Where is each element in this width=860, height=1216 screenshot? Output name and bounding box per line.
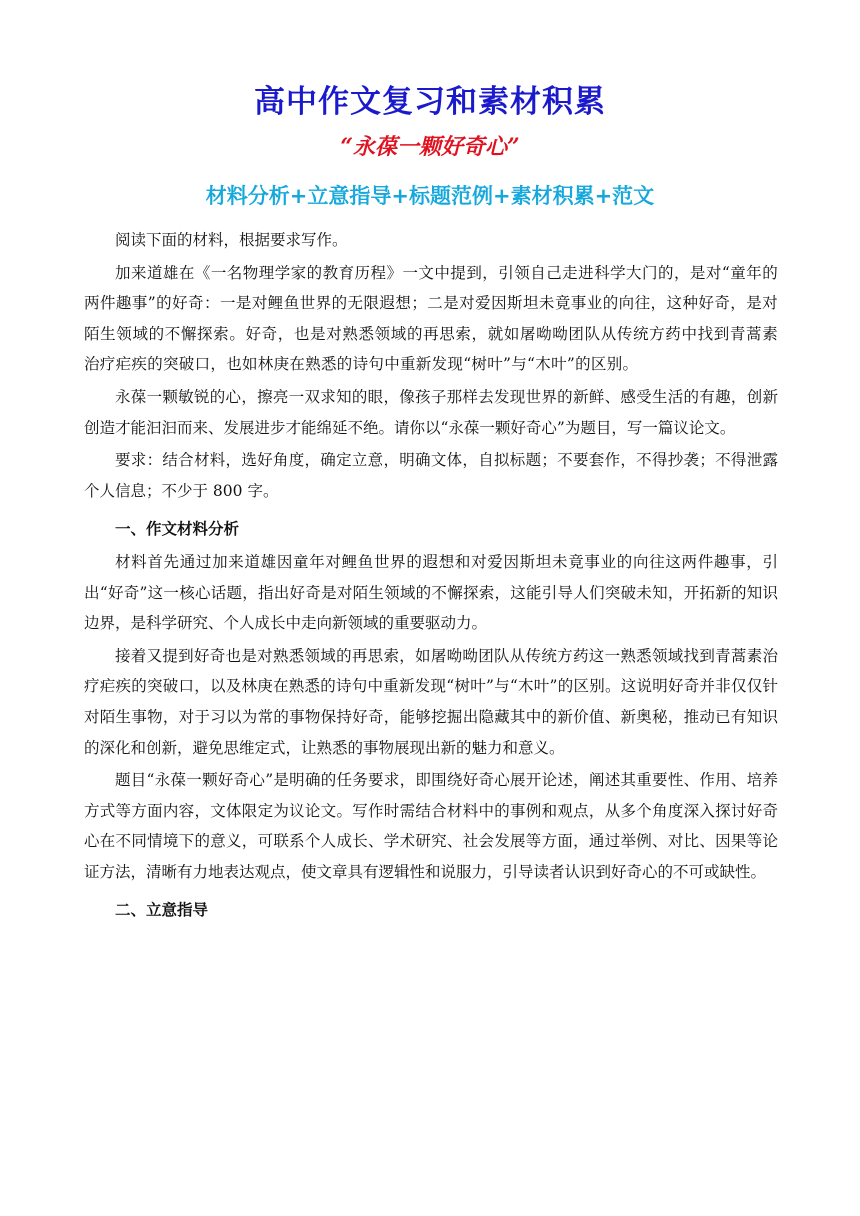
section-banner: 材料分析+立意指导+标题范例+素材积累+范文 [205, 184, 655, 208]
prompt-paragraph: 永葆一颗敏锐的心，擦亮一双求知的眼，像孩子那样去发现世界的新鲜、感受生活的有趣，创新创造才能汩汩而来、发展进步才能绵延不绝。请你以“永葆一颗好奇心”为题目，写一篇议论文。 [84, 387, 778, 437]
document-body [84, 225, 778, 928]
requirements-paragraph: 要求：结合材料，选好角度，确定立意，明确文体，自拟标题；不要套作，不得抄袭；不得泄露个人信息；不少于 800 字。 [84, 451, 778, 500]
material-paragraph: 加来道雄在《一名物理学家的教育历程》一文中提到，引领自己走进科学大门的，是对“童年的两件趣事”的好奇：一是对鲤鱼世界的无限遐想；二是对爱因斯坦未竟事业的向往，这种好奇，是对陌生领域的不懈探索。好奇，也是对熟悉领域的再思索，就如屠呦呦团队从传统方药中找到青蒿素治疗疟疾的突破口，也如林庚在熟悉的诗句中重新发现“树叶”与“木叶”的区别。 [84, 263, 778, 374]
instruction-paragraph: 阅读下面的材料，根据要求写作。 [115, 231, 348, 249]
section-heading-2: 二、立意指导 [115, 901, 209, 920]
document-subtitle: “永葆一颗好奇心” [340, 134, 520, 160]
analysis-paragraph-1: 材料首先通过加来道雄因童年对鲤鱼世界的遐想和对爱因斯坦未竟事业的向往这两件趣事，引出“好奇”这一核心话题，指出好奇是对陌生领域的不懈探索，这能引导人们突破未知，开拓新的知识边界，是科学研究、个人成长中走向新领域的重要驱动力。 [84, 552, 778, 633]
document-title: 高中作文复习和素材积累 [254, 84, 606, 120]
section-heading-1: 一、作文材料分析 [115, 520, 240, 539]
analysis-paragraph-2: 接着又提到好奇也是对熟悉领域的再思索，如屠呦呦团队从传统方药这一熟悉领域找到青蒿素治疗疟疾的突破口，以及林庚在熟悉的诗句中重新发现“树叶”与“木叶”的区别。这说明好奇并非仅仅针对陌生事物，对于习以为常的事物保持好奇，能够挖掘出隐藏其中的新价值、新奥秘，推动已有知识的深化和创新，避免思维定式，让熟悉的事物展现出新的魅力和意义。 [84, 646, 778, 757]
analysis-paragraph-3: 题目“永葆一颗好奇心”是明确的任务要求，即围绕好奇心展开论述，阐述其重要性、作用、培养方式等方面内容，文体限定为议论文。写作时需结合材料中的事例和观点，从多个角度深入探讨好奇心在不同情境下的意义，可联系个人成长、学术研究、社会发展等方面，通过举例、对比、因果等论证方法，清晰有力地表达观点，使文章具有逻辑性和说服力，引导读者认识到好奇心的不可或缺性。 [84, 771, 778, 881]
